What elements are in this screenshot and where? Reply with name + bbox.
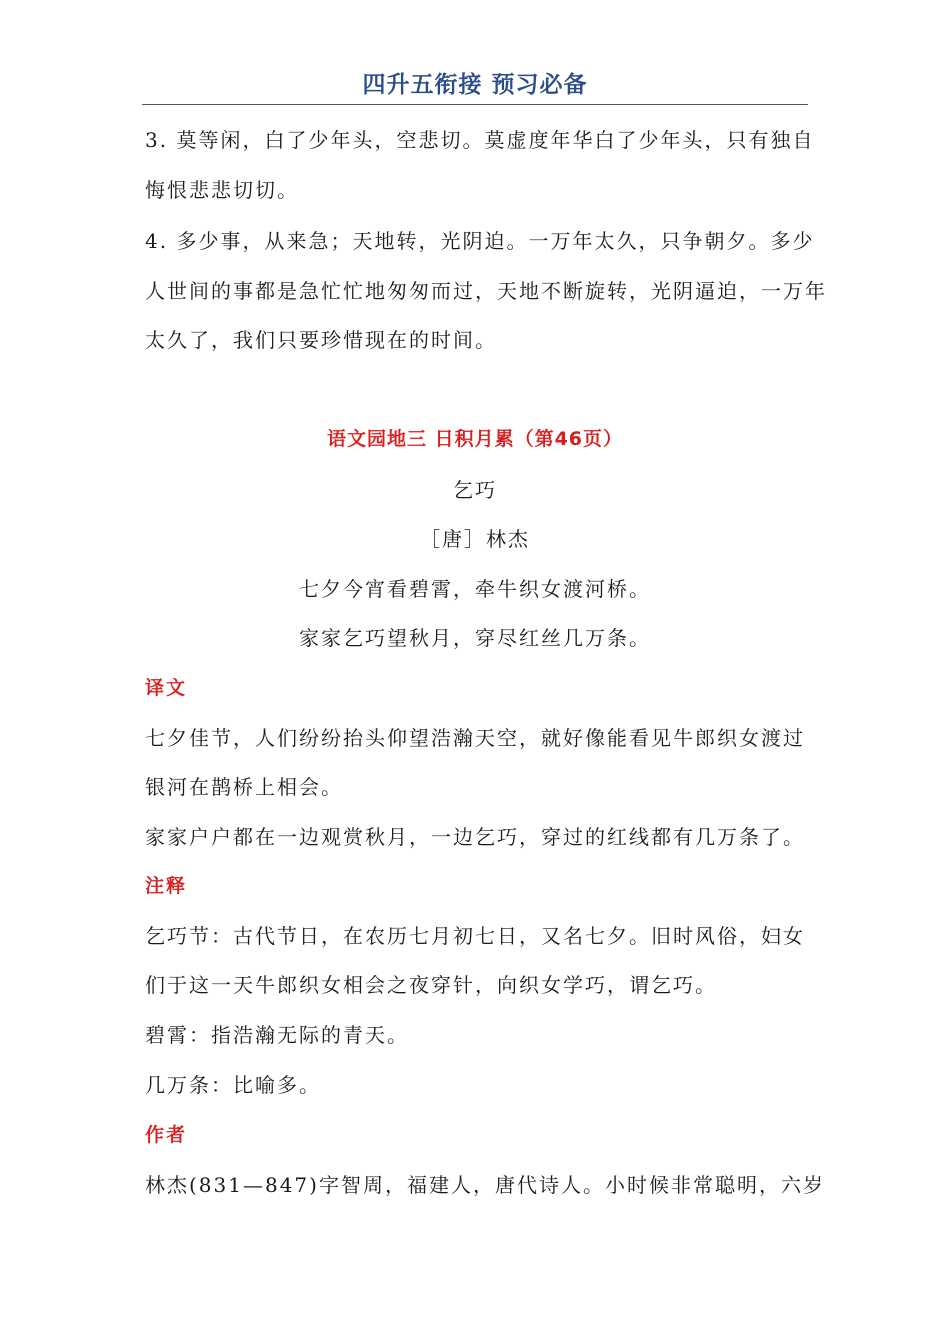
note-1-line-2: 们于这一天牛郎织女相会之夜穿针，向织女学巧，谓乞巧。 bbox=[145, 973, 717, 997]
item-3-line-2: 悔恨悲悲切切。 bbox=[145, 178, 299, 202]
section-title: 语文园地三 日积月累（第46页） bbox=[326, 428, 624, 450]
item-4-line-2: 人世间的事都是急忙忙地匆匆而过，天地不断旋转，光阴逼迫，一万年 bbox=[145, 279, 827, 303]
item-3-line-1: 3. 莫等闲，白了少年头，空悲切。莫虚度年华白了少年头，只有独自 bbox=[145, 128, 815, 152]
header-title: 四升五衔接 预习必备 bbox=[362, 72, 588, 98]
translation-label: 译文 bbox=[145, 677, 188, 699]
translation-line-2: 银河在鹊桥上相会。 bbox=[145, 775, 343, 799]
poem-author: ［唐］林杰 bbox=[420, 527, 530, 551]
note-1-line-1: 乞巧节：古代节日，在农历七月初七日，又名七夕。旧时风俗，妇女 bbox=[145, 924, 805, 948]
notes-label: 注释 bbox=[145, 875, 188, 897]
note-3: 几万条：比喻多。 bbox=[145, 1073, 321, 1097]
author-line-1: 林杰(831—847)字智周，福建人，唐代诗人。小时候非常聪明，六岁 bbox=[145, 1173, 825, 1197]
item-4-line-1: 4. 多少事，从来急；天地转，光阴迫。一万年太久，只争朝夕。多少 bbox=[145, 229, 815, 253]
item-4-line-3: 太久了，我们只要珍惜现在的时间。 bbox=[145, 328, 497, 352]
author-label: 作者 bbox=[145, 1124, 188, 1146]
translation-line-1: 七夕佳节，人们纷纷抬头仰望浩瀚天空，就好像能看见牛郎织女渡过 bbox=[145, 726, 805, 750]
poem-title: 乞巧 bbox=[453, 478, 497, 502]
poem-line-2: 家家乞巧望秋月，穿尽红丝几万条。 bbox=[299, 626, 651, 650]
poem-line-1: 七夕今宵看碧霄，牵牛织女渡河桥。 bbox=[299, 577, 651, 601]
translation-line-3: 家家户户都在一边观赏秋月，一边乞巧，穿过的红线都有几万条了。 bbox=[145, 825, 805, 849]
note-2: 碧霄：指浩瀚无际的青天。 bbox=[145, 1023, 409, 1047]
page-header bbox=[142, 68, 808, 105]
